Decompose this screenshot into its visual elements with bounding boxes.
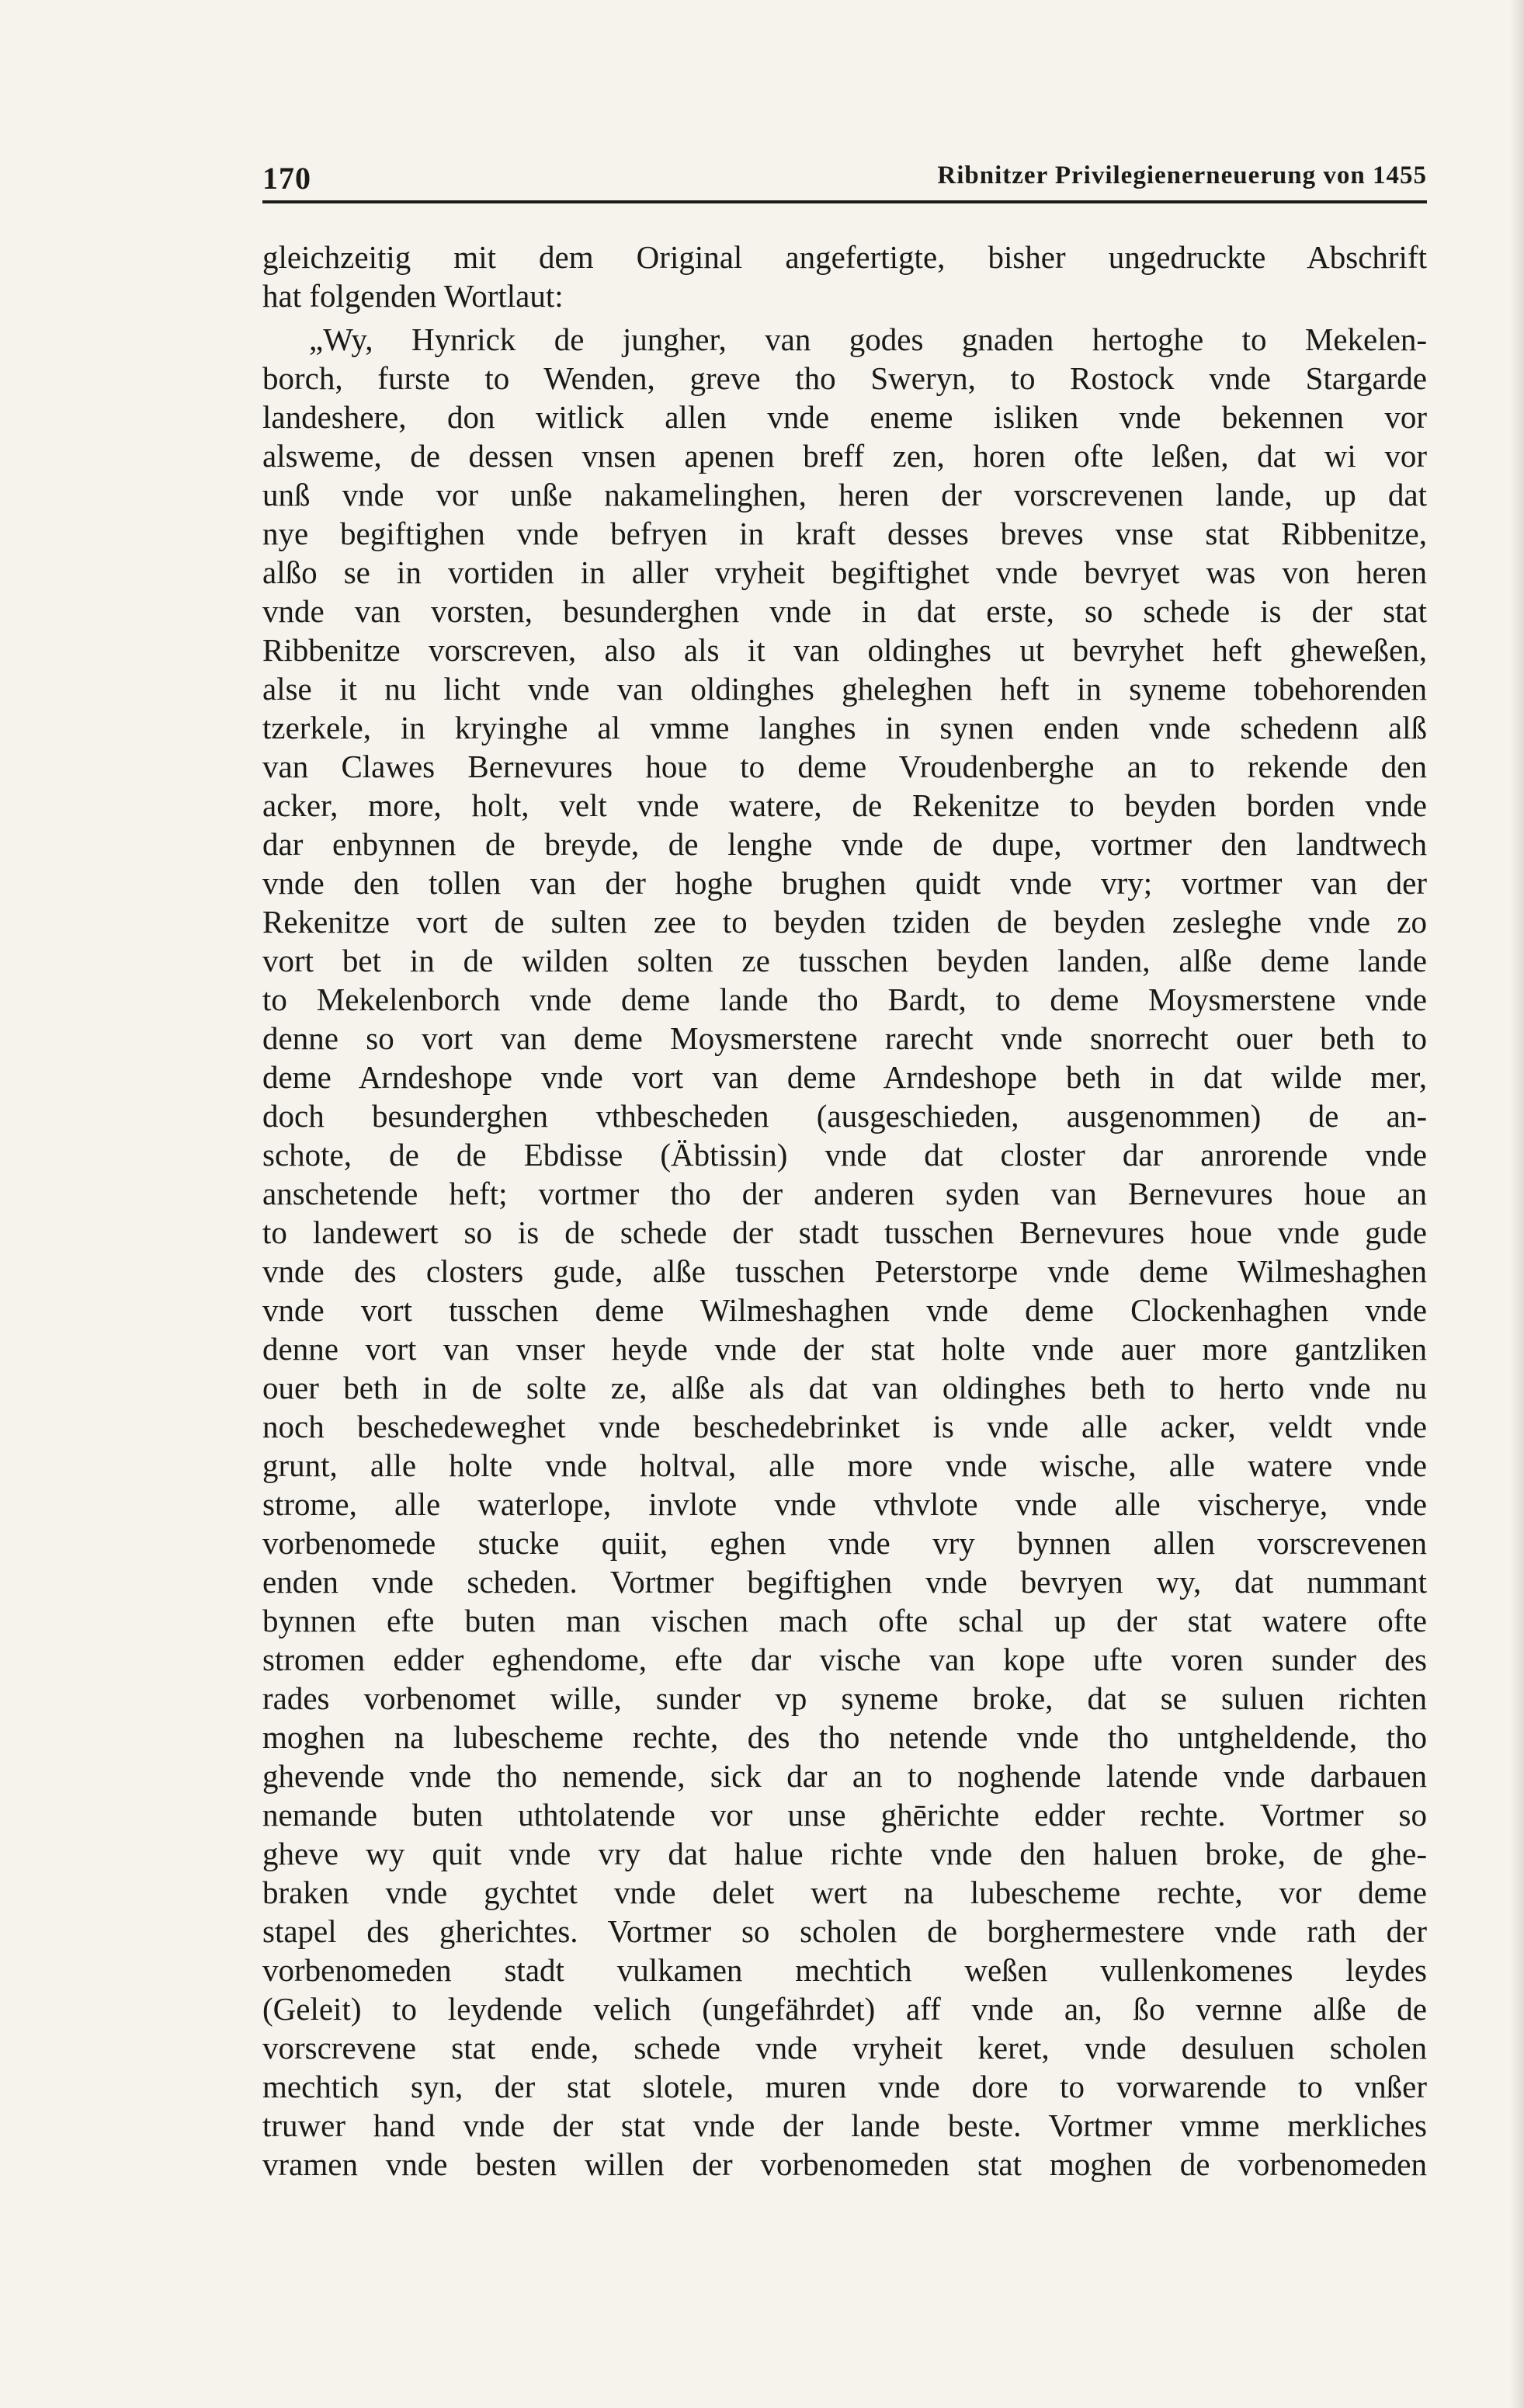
text-line: Ribbenitze vorscreven, also als it van oldinghes ut bevryhet heft gheweßen,	[262, 632, 1427, 668]
text-line: alßo se in vortiden in aller vryheit begiftighet vnde bevryet was von heren	[262, 554, 1427, 590]
text-line: tzerkele, in kryinghe al vmme langhes in synen enden vnde schedenn alß	[262, 710, 1427, 745]
text-line: grunt, alle holte vnde holtval, alle more vnde wische, alle watere vnde	[262, 1447, 1427, 1483]
body-text	[262, 238, 1427, 2184]
text-line: (Geleit) to leydende velich (ungefährdet) aff vnde an, ßo vernne alße de	[262, 1991, 1427, 2027]
text-line: truwer hand vnde der stat vnde der lande beste. Vortmer vmme merkliches	[262, 2107, 1427, 2143]
text-line: alse it nu licht vnde van oldinghes gheleghen heft in syneme tobehorenden	[262, 671, 1427, 707]
text-line: vorbenomede stucke quiit, eghen vnde vry bynnen allen vorscrevenen	[262, 1525, 1427, 1561]
page-header	[262, 154, 1427, 203]
running-title: Ribnitzer Privilegienerneuerung von 1455	[937, 162, 1427, 189]
text-line: stapel des gherichtes. Vortmer so scholen de borghermestere vnde rath der	[262, 1913, 1427, 1949]
text-line: Rekenitze vort de sulten zee to beyden tziden de beyden zesleghe vnde zo	[262, 904, 1427, 940]
page-edge-shadow	[1510, 0, 1524, 2408]
text-line: denne so vort van deme Moysmerstene rarecht vnde snorrecht ouer beth to	[262, 1020, 1427, 1056]
text-line: hat folgenden Wortlaut:	[262, 278, 564, 314]
text-line: anschetende heft; vortmer tho der anderen syden van Bernevures houe an	[262, 1176, 1427, 1211]
page-number: 170	[262, 161, 311, 196]
text-line: gleichzeitig mit dem Original angefertigte, bisher ungedruckte Abschrift	[262, 239, 1427, 275]
text-line: vramen vnde besten willen der vorbenomeden stat moghen de vorbenomeden	[262, 2146, 1427, 2182]
text-line: nye begiftighen vnde befryen in kraft desses breves vnse stat Ribbenitze,	[262, 516, 1427, 551]
quoted-charter-text	[262, 320, 1427, 2184]
text-line: alsweme, de dessen vnsen apenen breff zen, horen ofte leßen, dat wi vor	[262, 438, 1427, 474]
text-line: mechtich syn, der stat slotele, muren vnde dore to vorwarende to vnßer	[262, 2069, 1427, 2104]
text-line: to Mekelenborch vnde deme lande tho Bardt, to deme Moysmerstene vnde	[262, 982, 1427, 1017]
text-line: landeshere, don witlick allen vnde eneme isliken vnde bekennen vor	[262, 399, 1427, 435]
text-line: borch, furste to Wenden, greve tho Sweryn, to Rostock vnde Stargarde	[262, 360, 1427, 396]
text-line: strome, alle waterlope, invlote vnde vthvlote vnde alle vischerye, vnde	[262, 1486, 1427, 1522]
text-line: rades vorbenomet wille, sunder vp syneme broke, dat se suluen richten	[262, 1680, 1427, 1716]
text-line: ghevende vnde tho nemende, sick dar an to noghende latende vnde darbauen	[262, 1758, 1427, 1794]
text-line: vnde des closters gude, alße tusschen Peterstorpe vnde deme Wilmeshaghen	[262, 1253, 1427, 1289]
text-line: unß vnde vor unße nakamelinghen, heren der vorscrevenen lande, up dat	[262, 477, 1427, 513]
text-line: moghen na lubescheme rechte, des tho netende vnde tho untgheldende, tho	[262, 1719, 1427, 1755]
text-line: vorbenomeden stadt vulkamen mechtich weßen vullenkomenes leydes	[262, 1952, 1427, 1988]
text-line: gheve wy quit vnde vry dat halue richte vnde den haluen broke, de ghe-	[262, 1836, 1427, 1871]
text-line: vnde van vorsten, besunderghen vnde in dat erste, so schede is der stat	[262, 593, 1427, 629]
text-line: braken vnde gychtet vnde delet wert na lubescheme rechte, vor deme	[262, 1875, 1427, 1910]
text-line: vnde den tollen van der hoghe brughen quidt vnde vry; vortmer van der	[262, 865, 1427, 901]
text-line: vorscrevene stat ende, schede vnde vryheit keret, vnde desuluen scholen	[262, 2030, 1427, 2066]
text-line: schote, de de Ebdisse (Äbtissin) vnde dat closter dar anrorende vnde	[262, 1137, 1427, 1173]
text-line: denne vort van vnser heyde vnde der stat holte vnde auer more gantzliken	[262, 1331, 1427, 1367]
text-line: noch beschedeweghet vnde beschedebrinket is vnde alle acker, veldt vnde	[262, 1409, 1427, 1444]
text-line: bynnen efte buten man vischen mach ofte schal up der stat watere ofte	[262, 1603, 1427, 1638]
text-line: dar enbynnen de breyde, de lenghe vnde de dupe, vortmer den landtwech	[262, 826, 1427, 862]
text-line: deme Arndeshope vnde vort van deme Arndeshope beth in dat wilde mer,	[262, 1059, 1427, 1095]
text-line: stromen edder eghendome, efte dar vische van kope ufte voren sunder des	[262, 1642, 1427, 1677]
text-line: vnde vort tusschen deme Wilmeshaghen vnde deme Clockenhaghen vnde	[262, 1292, 1427, 1328]
text-line: to landewert so is de schede der stadt tusschen Bernevures houe vnde gude	[262, 1214, 1427, 1250]
text-line: nemande buten uthtolatende vor unse ghērichte edder rechte. Vortmer so	[262, 1797, 1427, 1833]
text-line: ouer beth in de solte ze, alße als dat van oldinghes beth to herto vnde nu	[262, 1370, 1427, 1406]
text-line: doch besunderghen vthbescheden (ausgeschieden, ausgenommen) de an-	[262, 1098, 1427, 1134]
intro-paragraph	[262, 238, 1427, 315]
text-line: vort bet in de wilden solten ze tusschen beyden landen, alße deme lande	[262, 943, 1427, 978]
text-line: acker, more, holt, velt vnde watere, de Rekenitze to beyden borden vnde	[262, 787, 1427, 823]
text-line: van Clawes Bernevures houe to deme Vroudenberghe an to rekende den	[262, 749, 1427, 784]
text-line: enden vnde scheden. Vortmer begiftighen vnde bevryen wy, dat nummant	[262, 1564, 1427, 1600]
text-line: „Wy, Hynrick de jungher, van godes gnaden hertoghe to Mekelen-	[309, 321, 1427, 357]
